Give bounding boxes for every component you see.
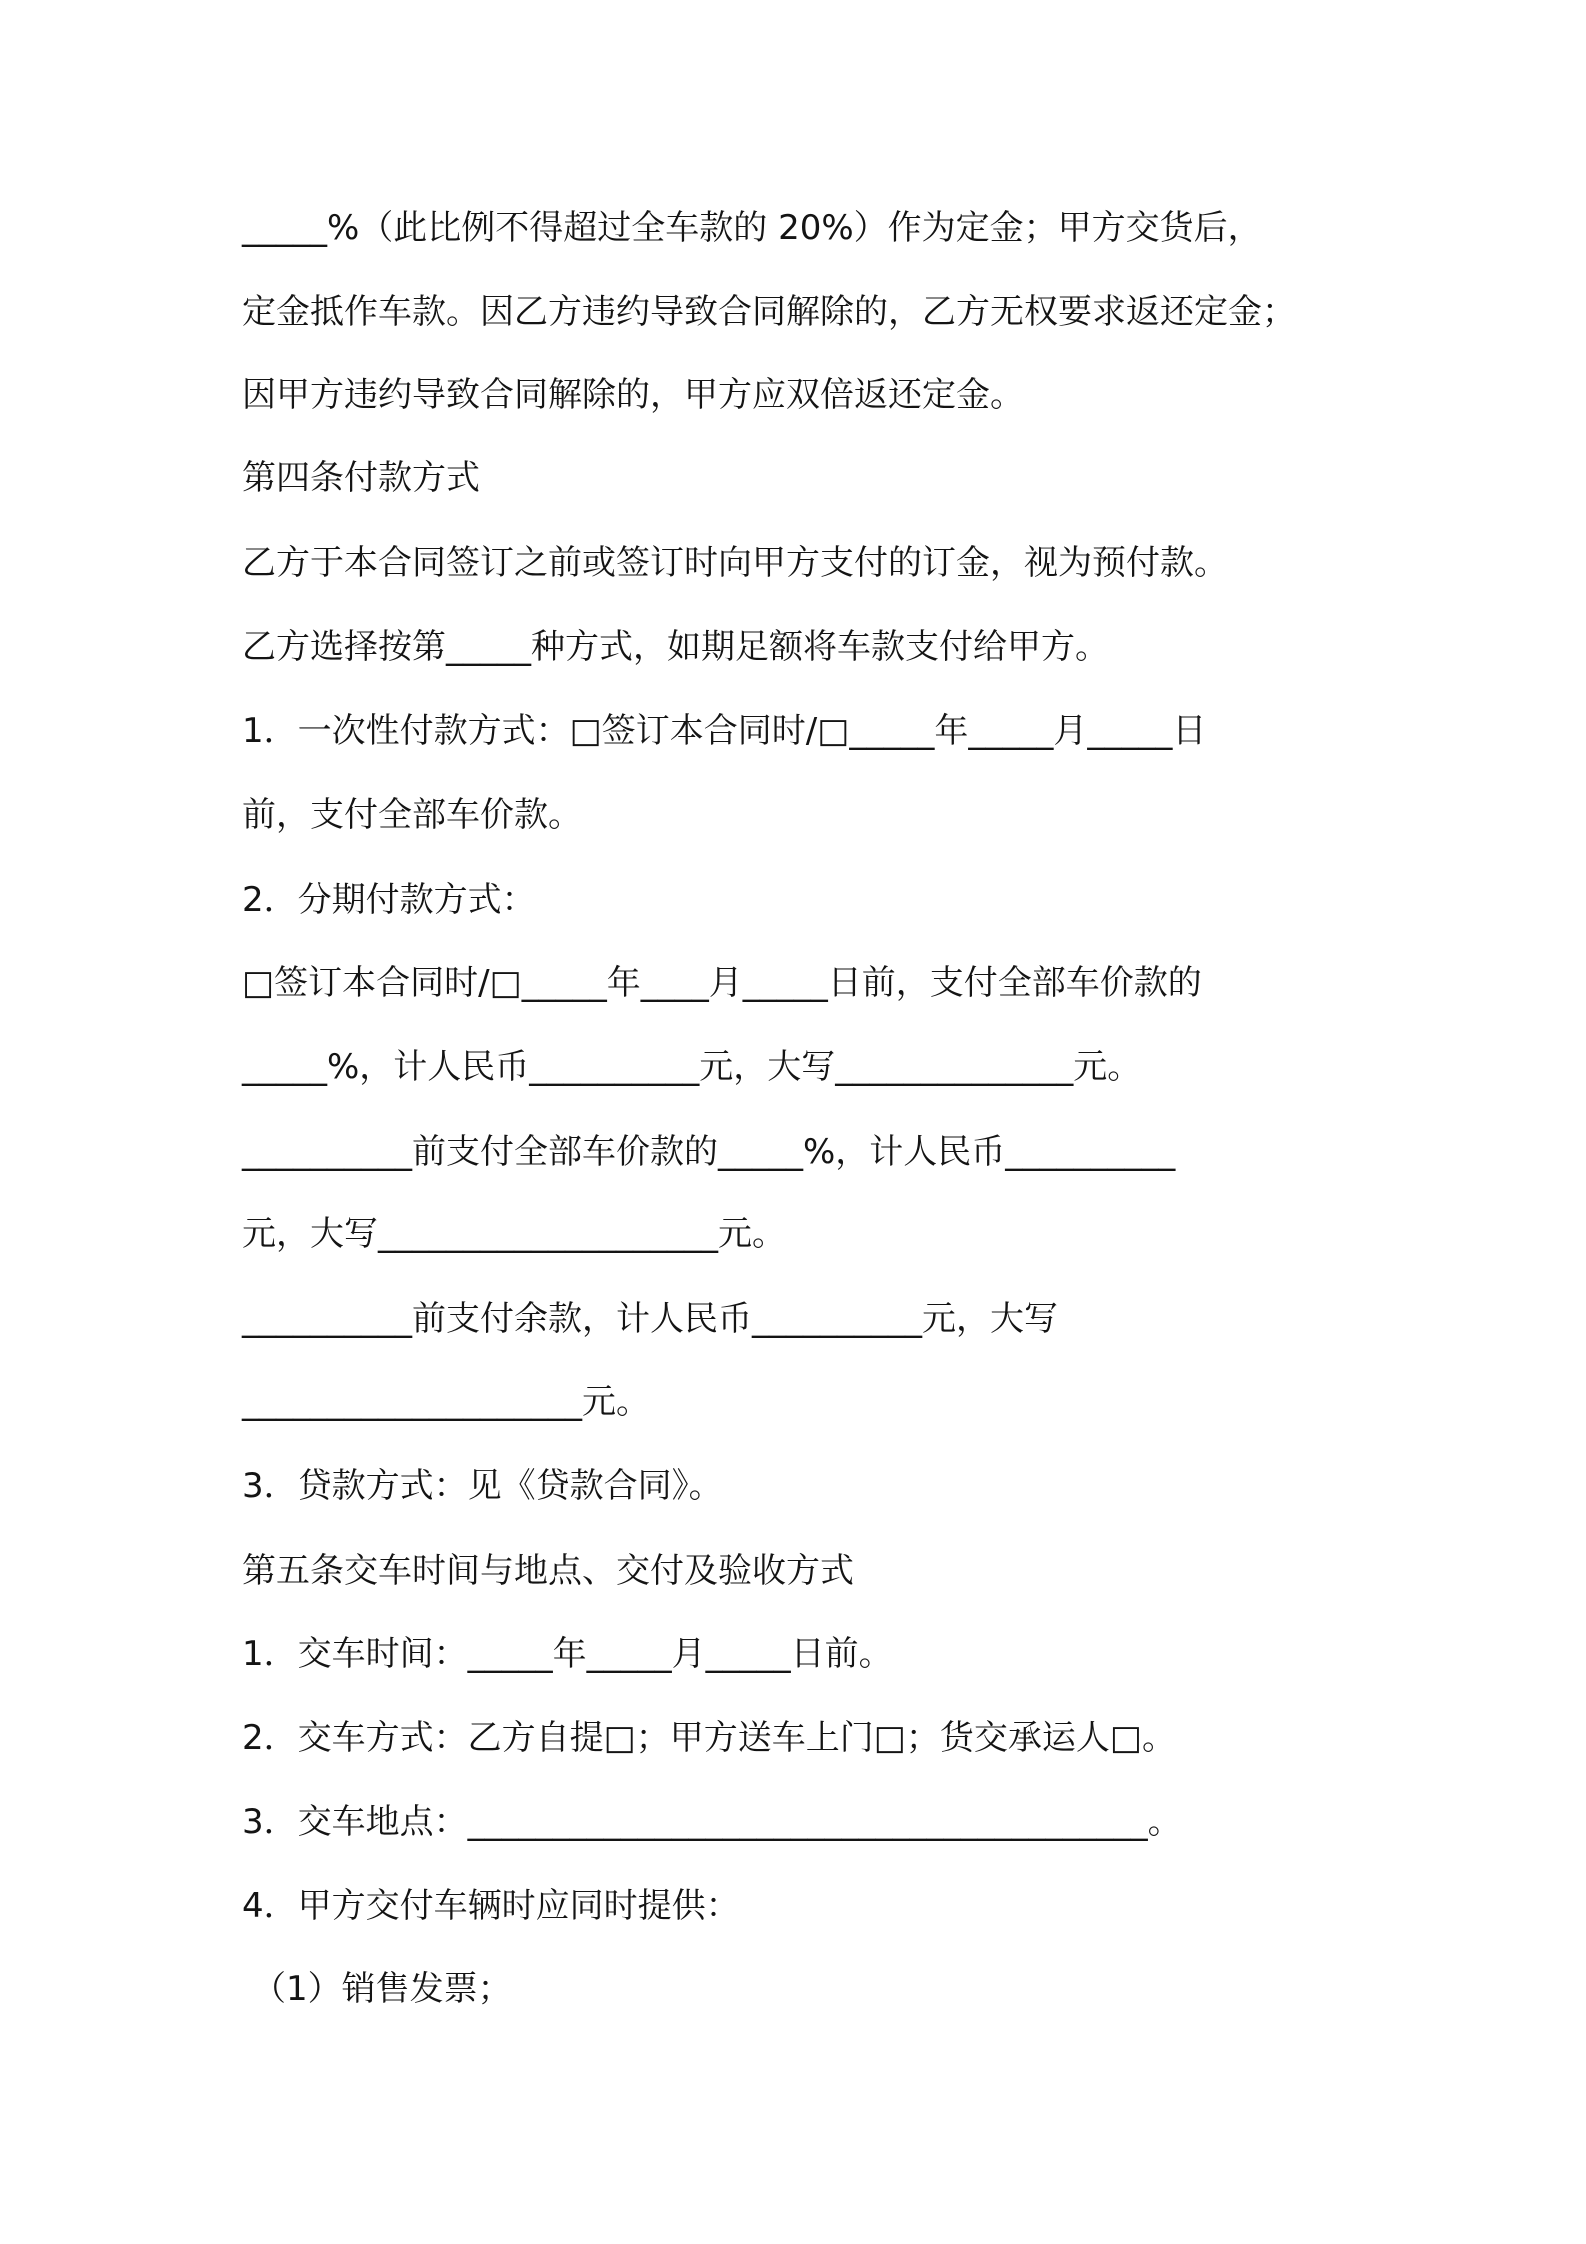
text-line: _____%（此比例不得超过全车款的 20%）作为定金；甲方交货后， (242, 208, 1262, 248)
text-line: _____%，计人民币__________元，大写______________元。 (242, 1047, 1142, 1087)
section-heading: 第四条付款方式 (242, 458, 480, 498)
text-line: 1．一次性付款方式：□签订本合同时/□_____年_____月_____日 (242, 711, 1207, 751)
text-line: （1）销售发票； (252, 1969, 512, 2009)
text-line: □签订本合同时/□_____年____月_____日前，支付全部车价款的 (242, 963, 1202, 1003)
text-line: 前，支付全部车价款。 (242, 795, 582, 835)
text-line: 定金抵作车款。因乙方违约导致合同解除的，乙方无权要求返还定金； (242, 292, 1296, 332)
text-line: 3．交车地点：________________________________________。 (242, 1802, 1182, 1842)
text-line: 2．分期付款方式： (242, 880, 536, 920)
text-line: __________前支付余款，计人民币__________元，大写 (242, 1299, 1058, 1339)
text-line: 3．贷款方式：见《贷款合同》。 (242, 1466, 723, 1506)
text-line: 元，大写____________________元。 (242, 1214, 786, 1254)
text-line: 1．交车时间：_____年_____月_____日前。 (242, 1634, 893, 1674)
text-line: __________前支付全部车价款的_____%，计人民币__________ (242, 1132, 1176, 1172)
text-line: 因甲方违约导致合同解除的，甲方应双倍返还定金。 (242, 375, 1024, 415)
text-line: 乙方于本合同签订之前或签订时向甲方支付的订金，视为预付款。 (242, 543, 1228, 583)
text-line: 乙方选择按第_____种方式，如期足额将车款支付给甲方。 (242, 627, 1109, 667)
text-line: 2．交车方式：乙方自提□；甲方送车上门□；货交承运人□。 (242, 1718, 1177, 1758)
text-line: 4．甲方交付车辆时应同时提供： (242, 1886, 740, 1926)
text-line: ____________________元。 (242, 1382, 650, 1422)
section-heading: 第五条交车时间与地点、交付及验收方式 (242, 1551, 854, 1591)
